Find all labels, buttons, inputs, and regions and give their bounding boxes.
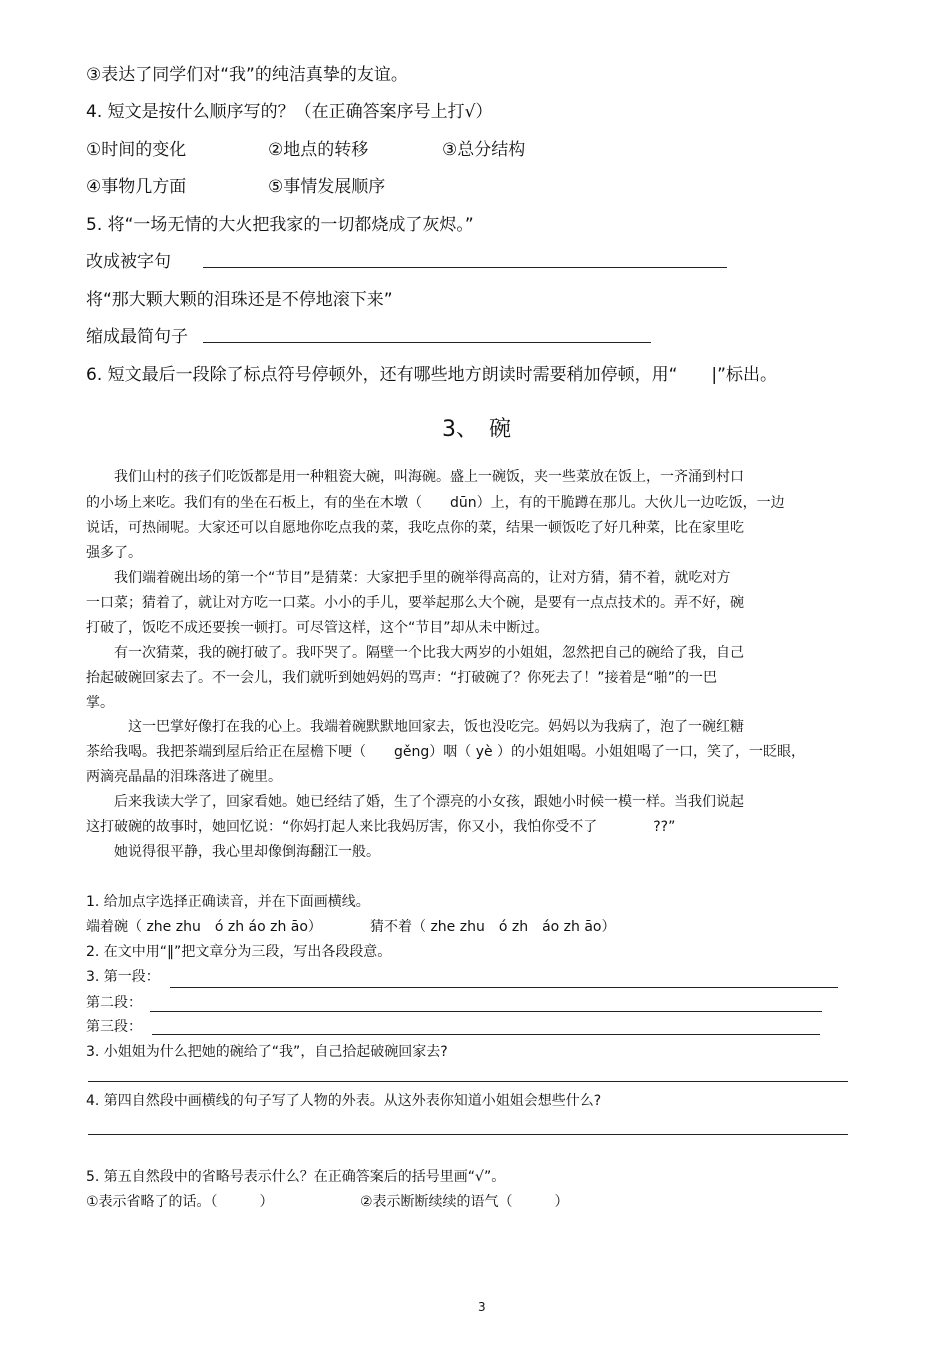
segment-2-answer-line[interactable]	[150, 1011, 822, 1012]
paragraph-5-line-2: 这打破碗的故事时，她回忆说：“你妈打起人来比我妈厉害，你又小，我怕你受不了 ??”	[86, 819, 676, 835]
question-1: 1. 给加点字选择正确读音，并在下面画横线。	[86, 894, 370, 910]
q5-passive-label: 改成被字句	[86, 252, 171, 272]
q4-option-2: ②地点的转移	[268, 140, 369, 160]
paragraph-3-line-1: 有一次猜菜，我的碗打破了。我吓哭了。隔壁一个比我大两岁的小姐姐，忽然把自己的碗给了我，自己	[86, 645, 744, 661]
q4-option-5: ⑤事情发展顺序	[268, 177, 386, 197]
page-number: 3	[478, 1300, 486, 1314]
q4-prompt: 4. 短文是按什么顺序写的？（在正确答案序号上打√）	[86, 102, 493, 122]
q6-prompt: 6. 短文最后一段除了标点符号停顿外，还有哪些地方朗读时需要稍加停顿，用“ |”标出。	[86, 365, 777, 385]
segment-1-answer-line[interactable]	[170, 987, 838, 988]
q4-option-3: ③总分结构	[442, 140, 526, 160]
q3-option-3: ③表达了同学们对“我”的纯洁真挚的友谊。	[86, 65, 408, 85]
paragraph-5-line-3: 她说得很平静，我心里却像倒海翻江一般。	[86, 844, 380, 860]
question-3: 3. 小姐姐为什么把她的碗给了“我”，自己拾起破碗回家去?	[86, 1044, 448, 1060]
question-1-option-a[interactable]: 端着碗（ zhe zhu ó zh áo zh āo）	[86, 919, 322, 935]
q5-passive-answer-line[interactable]	[203, 267, 727, 268]
q4-option-1: ①时间的变化	[86, 140, 187, 160]
question-5-option-2[interactable]: ②表示断断续续的语气（ ）	[360, 1194, 569, 1210]
question-5: 5. 第五自然段中的省略号表示什么？在正确答案后的括号里画“√”。	[86, 1169, 506, 1185]
paragraph-1-line-3: 说话，可热闹呢。大家还可以自愿地你吃点我的菜，我吃点你的菜，结果一顿饭吃了好几种菜，比在家里吃	[86, 520, 744, 536]
q5-prompt: 5. 将“一场无情的大火把我家的一切都烧成了灰烬。”	[86, 215, 474, 235]
paragraph-3-line-2: 抬起破碗回家去了。不一会儿，我们就听到她妈妈的骂声：“打破碗了？你死去了！”接着是“啪”的一巴	[86, 670, 718, 686]
question-4-answer-line[interactable]	[88, 1134, 848, 1135]
paragraph-3-line-3: 掌。	[86, 695, 114, 711]
question-1-option-b[interactable]: 猜不着（ zhe zhu ó zh áo zh āo）	[370, 919, 616, 935]
paragraph-4-line-2: 茶给我喝。我把茶端到屋后给正在屋檐下哽（ gěng）咽（ yè ）的小姐姐喝。小姐姐喝了一口，笑了，一眨眼，	[86, 744, 806, 760]
question-2: 2. 在文中用“‖”把文章分为三段，写出各段段意。	[86, 944, 392, 960]
paragraph-1-line-4: 强多了。	[86, 545, 142, 561]
paragraph-4-line-1: 这一巴掌好像打在我的心上。我端着碗默默地回家去，饭也没吃完。妈妈以为我病了，泡了一碗红糖	[86, 719, 744, 735]
q5-shorten-answer-line[interactable]	[203, 342, 651, 343]
paragraph-4-line-3: 两滴亮晶晶的泪珠落进了碗里。	[86, 769, 282, 785]
paragraph-5-line-1: 后来我读大学了，回家看她。她已经结了婚，生了个漂亮的小女孩，跟她小时候一模一样。当我们说起	[86, 794, 744, 810]
question-5-option-1[interactable]: ①表示省略了的话。（ ）	[86, 1194, 274, 1210]
paragraph-2-line-3: 打破了，饭吃不成还要挨一顿打。可尽管这样，这个“节目”却从未中断过。	[86, 620, 549, 636]
segment-2-label: 第二段：	[86, 995, 142, 1011]
segment-3-label: 第三段：	[86, 1019, 142, 1035]
question-4: 4. 第四自然段中画横线的句子写了人物的外表。从这外表你知道小姐姐会想些什么?	[86, 1093, 602, 1109]
paragraph-2-line-2: 一口菜；猜着了，就让对方吃一口菜。小小的手儿，要举起那么大个碗，是要有一点点技术的。弄不好，碗	[86, 595, 744, 611]
article-title: 3、 碗	[442, 417, 511, 442]
paragraph-2-line-1: 我们端着碗出场的第一个“节目”是猜菜：大家把手里的碗举得高高的，让对方猜，猜不着，就吃对方	[86, 570, 731, 586]
question-3-answer-line[interactable]	[88, 1081, 848, 1082]
q5-shorten-label: 缩成最简句子	[86, 327, 188, 347]
paragraph-1-line-2: 的小场上来吃。我们有的坐在石板上，有的坐在木墩（ dūn）上，有的干脆蹲在那儿。大伙儿一边吃饭，一边	[86, 495, 785, 511]
q5-sentence-b: 将“那大颗大颗的泪珠还是不停地滚下来”	[86, 290, 393, 310]
paragraph-1-line-1: 我们山村的孩子们吃饭都是用一种粗瓷大碗，叫海碗。盛上一碗饭，夹一些菜放在饭上，一齐涌到村口	[86, 469, 744, 485]
segment-3-answer-line[interactable]	[152, 1034, 820, 1035]
q4-option-4: ④事物几方面	[86, 177, 187, 197]
segment-1-label: 3. 第一段：	[86, 969, 160, 985]
